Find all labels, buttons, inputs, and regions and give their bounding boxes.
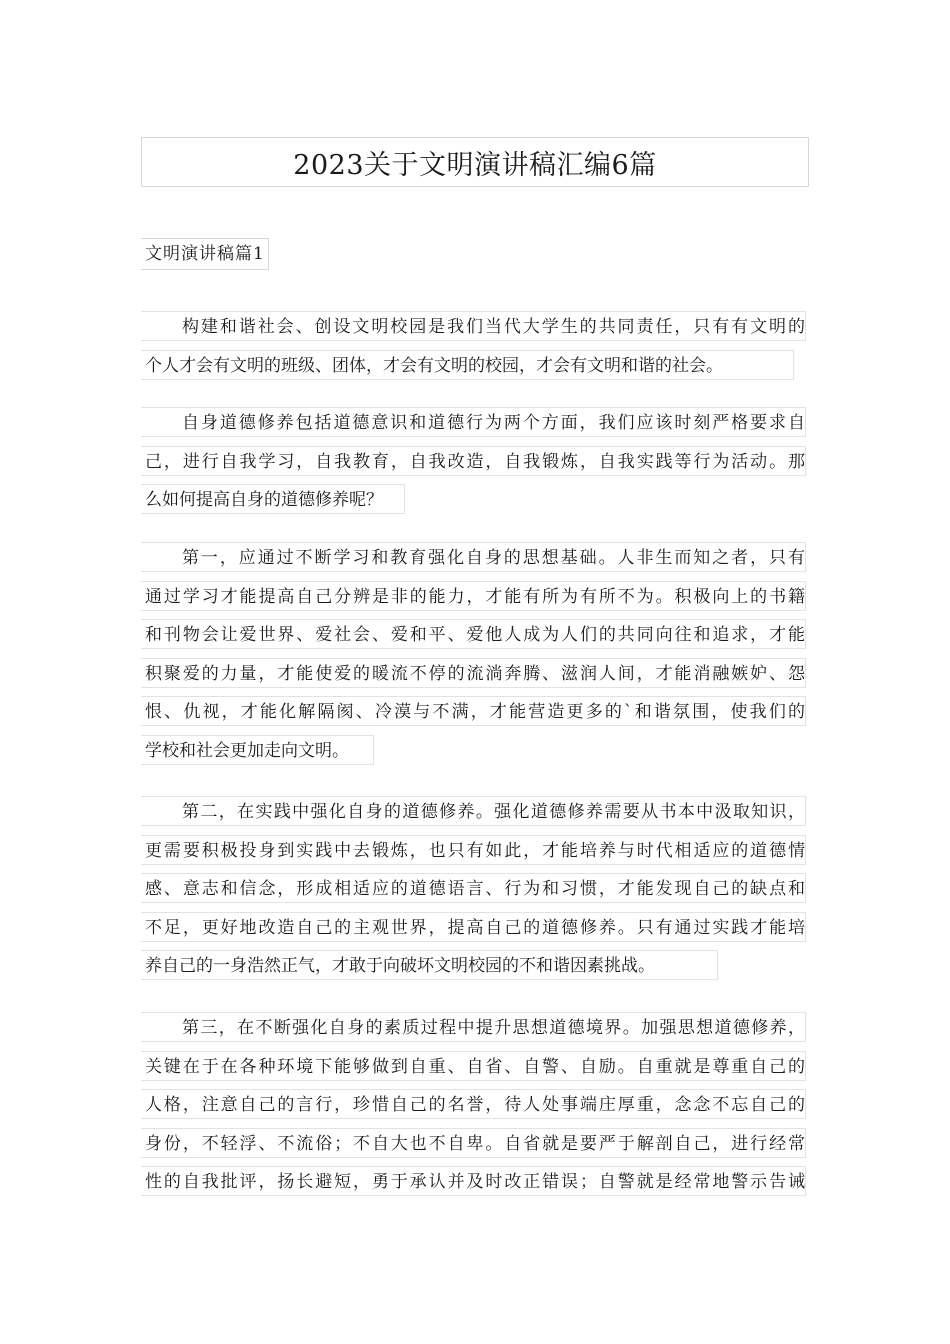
text-line: 不足，更好地改造自己的主观世界，提高自己的道德修养。只有通过实践才能培 xyxy=(141,912,806,942)
text-line: 积聚爱的力量，才能使爱的暖流不停的流淌奔腾、滋润人间，才能消融嫉妒、怨 xyxy=(141,658,806,688)
text-line: 和刊物会让爱世界、爱社会、爱和平、爱他人成为人们的共同向往和追求，才能 xyxy=(141,619,806,649)
text-line: 关键在于在各种环境下能够做到自重、自省、自警、自励。自重就是尊重自己的 xyxy=(141,1051,806,1081)
text-line: 学校和社会更加走向文明。 xyxy=(141,735,374,765)
document-title: 2023关于文明演讲稿汇编6篇 xyxy=(141,137,809,187)
text-line: 更需要积极投身到实践中去锻炼，也只有如此，才能培养与时代相适应的道德情 xyxy=(141,835,806,865)
text-line: 么如何提高自身的道德修养呢？ xyxy=(141,484,405,514)
text-line: 通过学习才能提高自己分辨是非的能力，才能有所为有所不为。积极向上的书籍 xyxy=(141,581,806,611)
section-heading: 文明演讲稿篇1 xyxy=(141,238,269,270)
text-line: 人格，注意自己的言行，珍惜自己的名誉，待人处事端庄厚重，念念不忘自己的 xyxy=(141,1089,806,1119)
text-line: 第三，在不断强化自身的素质过程中提升思想道德境界。加强思想道德修养， xyxy=(141,1012,806,1042)
paragraph xyxy=(141,311,811,388)
paragraph xyxy=(141,796,811,989)
text-line: 构建和谐社会、创设文明校园是我们当代大学生的共同责任，只有有文明的 xyxy=(141,311,806,341)
text-line: 第一，应通过不断学习和教育强化自身的思想基础。人非生而知之者，只有 xyxy=(141,542,806,572)
text-line: 性的自我批评，扬长避短，勇于承认并及时改正错误；自警就是经常地警示告诫 xyxy=(141,1166,806,1196)
text-line: 己，进行自我学习，自我教育，自我改造，自我锻炼，自我实践等行为活动。那 xyxy=(141,446,806,476)
paragraph xyxy=(141,1012,811,1205)
paragraph xyxy=(141,542,811,773)
text-line: 感、意志和信念，形成相适应的道德语言、行为和习惯，才能发现自己的缺点和 xyxy=(141,873,806,903)
text-line: 个人才会有文明的班级、团体，才会有文明的校园，才会有文明和谐的社会。 xyxy=(141,350,794,380)
text-line: 自身道德修养包括道德意识和道德行为两个方面，我们应该时刻严格要求自 xyxy=(141,407,806,437)
text-line: 第二，在实践中强化自身的道德修养。强化道德修养需要从书本中汲取知识， xyxy=(141,796,806,826)
paragraph xyxy=(141,407,811,523)
text-line: 恨、仇视，才能化解隔阂、冷漠与不满，才能营造更多的`和谐氛围，使我们的 xyxy=(141,696,806,726)
text-line: 身份，不轻浮、不流俗；不自大也不自卑。自省就是要严于解剖自己，进行经常 xyxy=(141,1128,806,1158)
text-line: 养自己的一身浩然正气，才敢于向破坏文明校园的不和谐因素挑战。 xyxy=(141,950,718,980)
